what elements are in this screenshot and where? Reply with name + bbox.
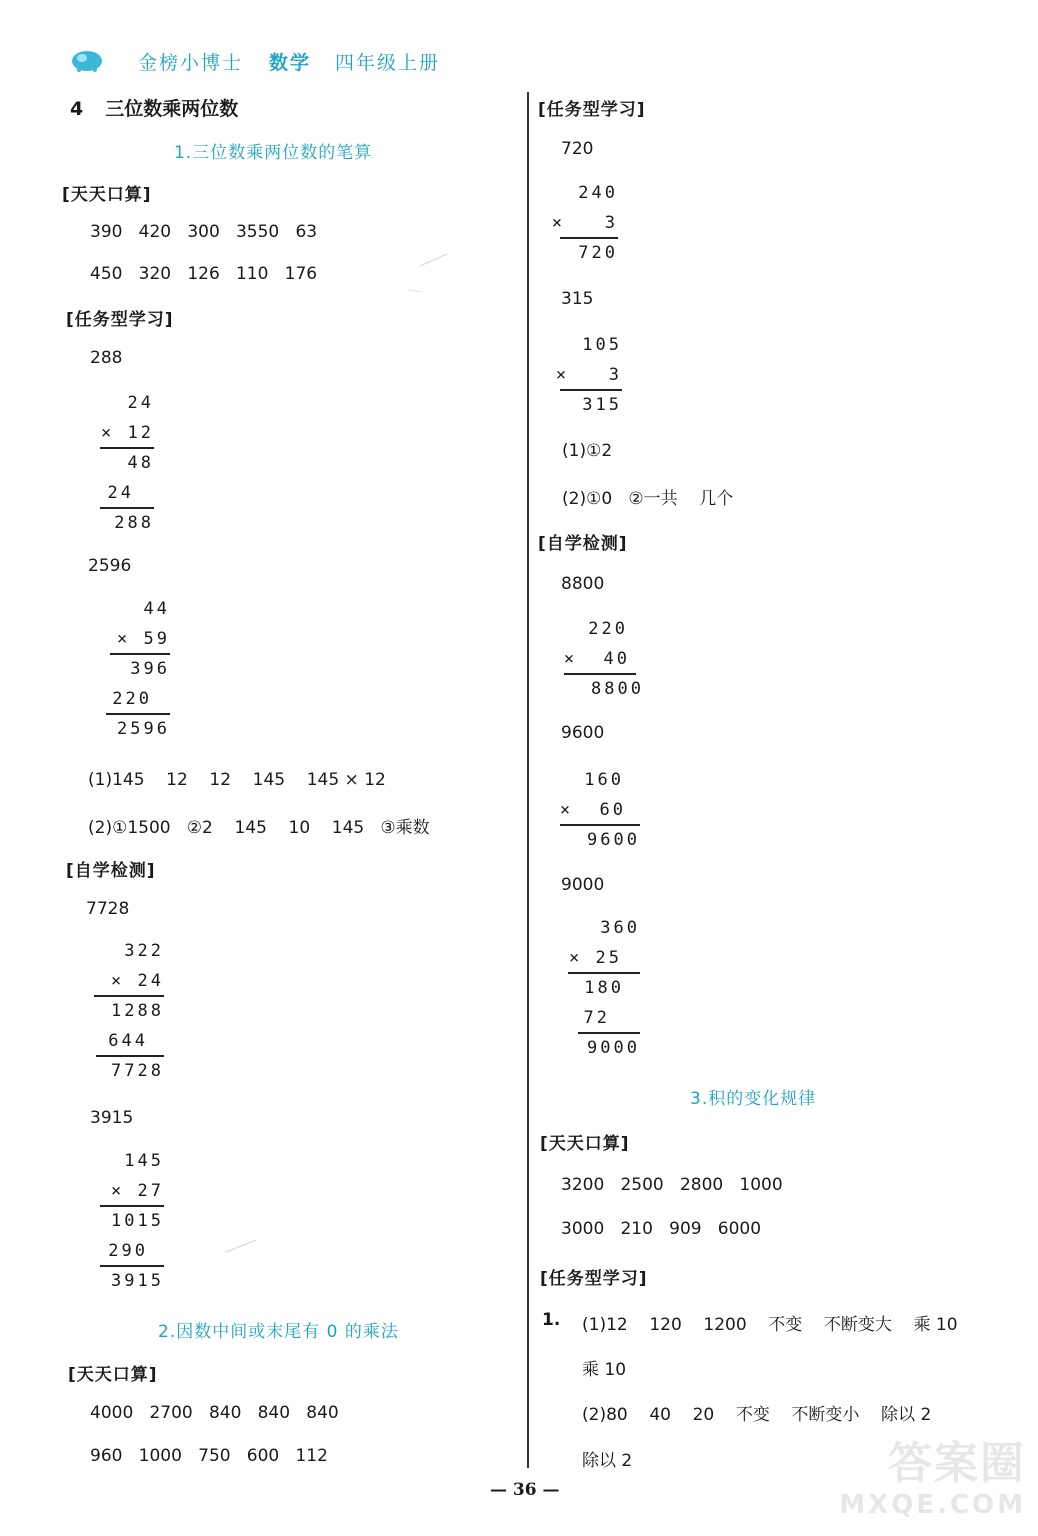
item-1-part-1-cont: 乘 10 xyxy=(582,1360,627,1380)
column-divider xyxy=(527,92,529,1468)
calc-row: 9000 xyxy=(587,1038,640,1058)
answer-3915: 3915 xyxy=(90,1108,134,1128)
calc-row: 160 xyxy=(584,770,624,790)
question-2-answers: (2)①1500 ②2 145 10 145 ③乘数 xyxy=(88,818,430,838)
calc-row: 290 xyxy=(108,1241,148,1261)
vertical-calc-720 xyxy=(551,178,618,270)
calc-row: 2596 xyxy=(117,719,170,739)
mental-math-row-1: 390 420 300 3550 63 xyxy=(90,222,318,242)
calc-row: 145 xyxy=(124,1151,164,1171)
calc-row: × 27 xyxy=(111,1181,164,1201)
calc-row: × 12 xyxy=(101,423,154,443)
calc-row: 288 xyxy=(114,513,154,533)
calc-row: 1015 xyxy=(111,1211,164,1231)
mental-math-2-row-2: 960 1000 750 600 112 xyxy=(90,1446,328,1466)
calc-row: 322 xyxy=(124,941,164,961)
grade-name: 四年级上册 xyxy=(335,51,441,74)
calc-row: × 24 xyxy=(111,971,164,991)
calc-row: 315 xyxy=(582,395,622,415)
chapter-title: 4 三位数乘两位数 xyxy=(70,98,239,120)
calc-row: 9600 xyxy=(587,830,640,850)
vertical-calc-8800 xyxy=(564,614,644,706)
item-1-part-1: (1)12 120 1200 不变 不断变大 乘 10 xyxy=(582,1315,958,1335)
calc-row: 1288 xyxy=(111,1001,164,1021)
answer-315: 315 xyxy=(561,289,594,309)
calc-row: 3915 xyxy=(111,1271,164,1291)
answer-720: 720 xyxy=(561,139,594,159)
vertical-calc-288 xyxy=(96,388,154,540)
answer-288: 288 xyxy=(90,348,123,368)
vertical-calc-315 xyxy=(555,330,622,422)
calc-row: 105 xyxy=(582,335,622,355)
brand-name: 金榜小博士 xyxy=(138,51,244,74)
watermark-site: MXQE.COM xyxy=(839,1490,1026,1520)
label-task-learning-right-2: [任务型学习] xyxy=(540,1269,648,1289)
brand-logo-icon xyxy=(70,48,104,74)
right-question-2: (2)①0 ②一共 几个 xyxy=(562,489,734,509)
right-mental-math-row-1: 3200 2500 2800 1000 xyxy=(561,1175,783,1195)
calc-row: 220 xyxy=(588,619,628,639)
vertical-calc-2596 xyxy=(104,594,170,746)
question-1-answers: (1)145 12 12 145 145 × 12 xyxy=(88,770,386,790)
vertical-calc-9600 xyxy=(560,765,640,857)
label-self-check: [自学检测] xyxy=(66,861,156,881)
calc-row: × 25 xyxy=(569,948,622,968)
calc-row: × 3 xyxy=(555,365,622,385)
answer-9000: 9000 xyxy=(561,875,605,895)
answer-8800: 8800 xyxy=(561,574,605,594)
vertical-calc-9000 xyxy=(568,913,640,1065)
subject-name: 数学 xyxy=(269,51,312,74)
calc-row: × 40 xyxy=(563,649,630,669)
label-task-learning: [任务型学习] xyxy=(66,310,174,330)
calc-row: × 60 xyxy=(559,800,626,820)
calc-row: 24 xyxy=(127,393,154,413)
label-self-check-right: [自学检测] xyxy=(538,534,628,554)
right-question-1: (1)①2 xyxy=(562,441,613,461)
calc-row: 7728 xyxy=(111,1061,164,1081)
calc-row: 360 xyxy=(600,918,640,938)
calc-row: × 3 xyxy=(551,213,618,233)
answer-2596: 2596 xyxy=(88,556,132,576)
item-1-number: 1. xyxy=(542,1310,561,1330)
item-1-part-2: (2)80 40 20 不变 不断变小 除以 2 xyxy=(582,1405,932,1425)
calc-row: 8800 xyxy=(591,679,644,699)
vertical-calc-7728 xyxy=(94,936,164,1088)
mental-math-row-2: 450 320 126 110 176 xyxy=(90,264,318,284)
watermark-text: 答案圈 xyxy=(888,1438,1026,1489)
label-task-learning-right: [任务型学习] xyxy=(538,100,646,120)
calc-row: 72 xyxy=(583,1008,610,1028)
answer-7728: 7728 xyxy=(86,899,130,919)
pencil-mark-icon xyxy=(222,1236,262,1256)
calc-row: 240 xyxy=(578,183,618,203)
section-title-1: 1.三位数乘两位数的笔算 xyxy=(174,143,373,163)
page-number: — 36 — xyxy=(490,1480,560,1500)
label-daily-mental-math-right: [天天口算] xyxy=(540,1134,630,1154)
label-daily-mental-math-2: [天天口算] xyxy=(68,1365,158,1385)
calc-row: 644 xyxy=(108,1031,148,1051)
answer-9600: 9600 xyxy=(561,723,605,743)
calc-row: 24 xyxy=(107,483,134,503)
label-daily-mental-math: [天天口算] xyxy=(62,185,152,205)
item-1-part-2-cont: 除以 2 xyxy=(582,1451,633,1471)
mental-math-2-row-1: 4000 2700 840 840 840 xyxy=(90,1403,339,1423)
section-title-2: 2.因数中间或末尾有 0 的乘法 xyxy=(158,1322,399,1342)
vertical-calc-3915 xyxy=(100,1146,164,1298)
calc-row: 48 xyxy=(127,453,154,473)
calc-row: 180 xyxy=(584,978,624,998)
calc-row: 44 xyxy=(143,599,170,619)
right-mental-math-row-2: 3000 210 909 6000 xyxy=(561,1219,762,1239)
page-header xyxy=(70,46,440,76)
calc-row: 720 xyxy=(578,243,618,263)
calc-row: × 59 xyxy=(117,629,170,649)
watermark-logo xyxy=(826,1438,1026,1528)
pencil-mark-icon xyxy=(405,248,455,298)
calc-row: 396 xyxy=(130,659,170,679)
section-title-3: 3.积的变化规律 xyxy=(690,1089,817,1109)
calc-row: 220 xyxy=(112,689,152,709)
